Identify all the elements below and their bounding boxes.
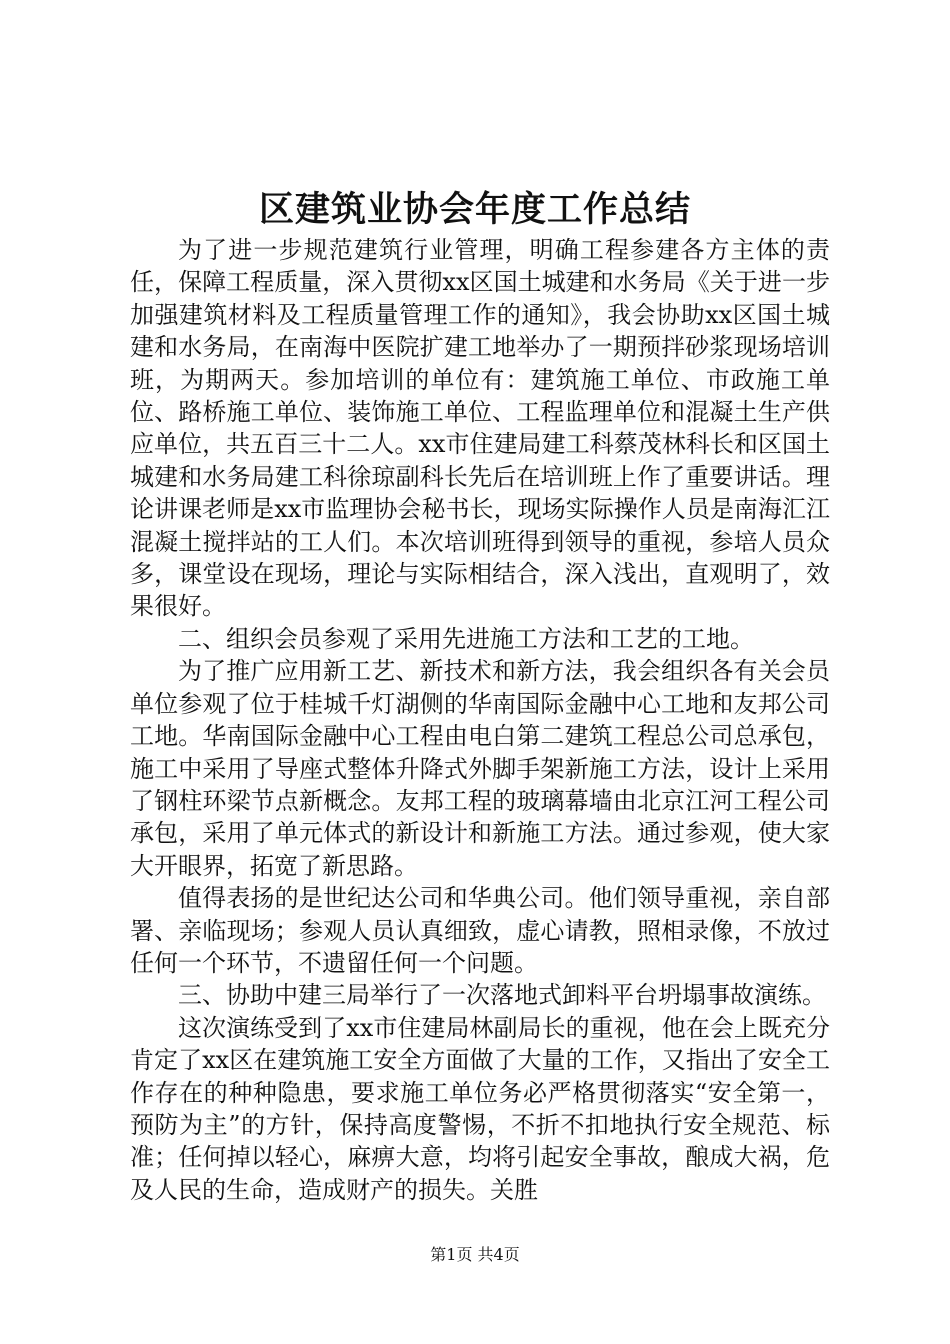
document-body [130, 234, 830, 1206]
page-footer: 第1页 共4页 [430, 1245, 520, 1264]
paragraph-praise: 值得表扬的是世纪达公司和华典公司。他们领导重视，亲自部署、亲临现场；参观人员认真细致，虚心请教，照相录像，不放过任何一个环节，不遗留任何一个问题。 [130, 884, 830, 977]
document-title: 区建筑业协会年度工作总结 [258, 189, 691, 230]
paragraph-visit: 为了推广应用新工艺、新技术和新方法，我会组织各有关会员单位参观了位于桂城千灯湖侧的华南国际金融中心工地和友邦公司工地。华南国际金融中心工程由电白第二建筑工程总公司总承包，施工中采用了导座式整体升降式外脚手架新施工方法，设计上采用了钢柱环梁节点新概念。友邦工程的玻璃幕墙由北京江河工程公司承包，采用了单元体式的新设计和新施工方法。通过参观，使大家大开眼界，拓宽了新思路。 [130, 657, 830, 880]
section-heading-visit: 二、组织会员参观了采用先进施工方法和工艺的工地。 [178, 624, 754, 653]
paragraph-drill: 这次演练受到了xx市住建局林副局长的重视，他在会上既充分肯定了xx区在建筑施工安全方面做了大量的工作，又指出了安全工作存在的种种隐患，要求施工单位务必严格贯彻落实“安全第一，预防为主”的方针，保持高度警惕，不折不扣地执行安全规范、标准；任何掉以轻心，麻痹大意，均将引起安全事故，酿成大祸，危及人民的生命，造成财产的损失。关胜 [130, 1013, 830, 1204]
paragraph-training: 为了进一步规范建筑行业管理，明确工程参建各方主体的责任，保障工程质量，深入贯彻xx区国土城建和水务局《关于进一步加强建筑材料及工程质量管理工作的通知》，我会协助xx区国土城建和水务局，在南海中医院扩建工地举办了一期预拌砂浆现场培训班，为期两天。参加培训的单位有：建筑施工单位、市政施工单位、路桥施工单位、装饰施工单位、工程监理单位和混凝土生产供应单位，共五百三十二人。xx市住建局建工科蔡茂林科长和区国土城建和水务局建工科徐琼副科长先后在培训班上作了重要讲话。理论讲课老师是xx市监理协会秘书长，现场实际操作人员是南海汇江混凝土搅拌站的工人们。本次培训班得到领导的重视，参培人员众多，课堂设在现场，理论与实际相结合，深入浅出，直观明了，效果很好。 [130, 236, 830, 621]
section-heading-drill: 三、协助中建三局举行了一次落地式卸料平台坍塌事故演练。 [178, 981, 826, 1010]
